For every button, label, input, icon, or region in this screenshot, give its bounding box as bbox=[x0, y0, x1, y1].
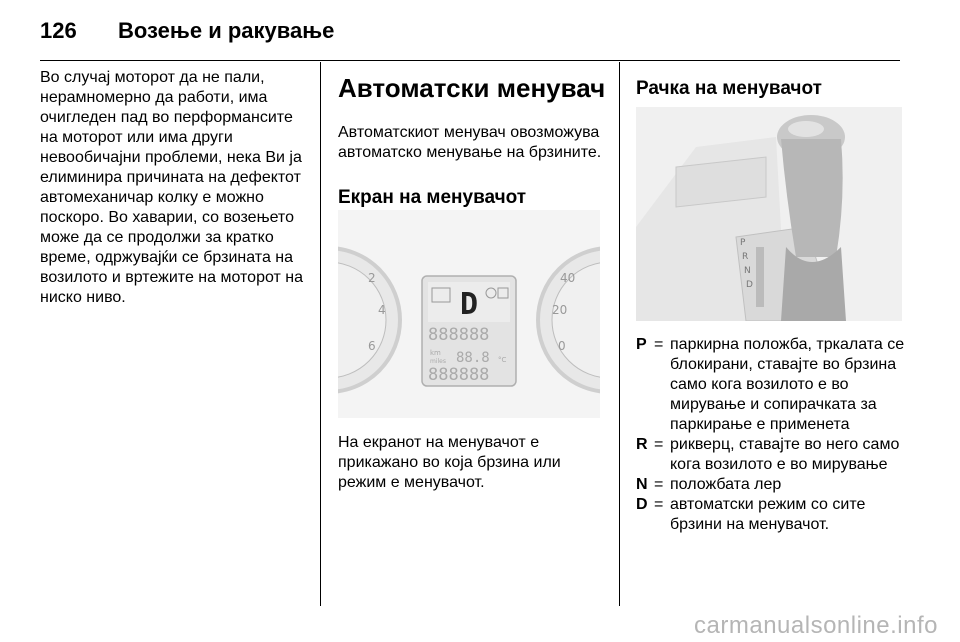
legend-row-p bbox=[636, 335, 906, 435]
display-unit-km: km bbox=[430, 349, 441, 357]
middle-column bbox=[338, 73, 610, 210]
legend-text: положбата лер bbox=[670, 476, 782, 493]
lever-label-n: N bbox=[744, 266, 751, 276]
legend-row-d bbox=[636, 495, 906, 535]
transmission-display-figure bbox=[338, 210, 600, 418]
legend-text: паркирна положба, тркалата се блокирани, ставајте во брзина само кога возилото е во мирување и сопирачката за паркирање е применета bbox=[670, 336, 905, 433]
legend-equals: = bbox=[654, 336, 664, 353]
legend-equals: = bbox=[654, 476, 664, 493]
section-intro: Автоматскиот менувач овозможува автоматско менување на брзините. bbox=[338, 124, 602, 161]
svg-text:20: 20 bbox=[552, 303, 568, 317]
subsection-heading: Екран на менувачот bbox=[338, 187, 527, 208]
figure-caption-block bbox=[338, 433, 608, 493]
column-divider-2 bbox=[619, 62, 620, 606]
lever-legend bbox=[636, 335, 906, 535]
svg-text:0: 0 bbox=[558, 339, 566, 353]
legend-row-r bbox=[636, 435, 906, 475]
display-temp-unit: °C bbox=[498, 356, 507, 364]
right-column bbox=[636, 77, 906, 101]
display-digits-row1: 888888 bbox=[428, 325, 490, 345]
legend-row-n bbox=[636, 475, 906, 495]
legend-text: автоматски режим со сите брзини на менувачот. bbox=[670, 496, 866, 533]
legend-text: рикверц, ставајте во него само кога возилото е во мирување bbox=[670, 436, 900, 473]
legend-equals: = bbox=[654, 436, 664, 453]
lever-label-r: R bbox=[742, 252, 749, 262]
legend-key: R bbox=[636, 436, 648, 453]
section-heading: Автоматски менувач bbox=[338, 73, 606, 103]
legend-equals: = bbox=[654, 496, 664, 513]
lever-label-p: P bbox=[740, 238, 746, 248]
svg-text:4: 4 bbox=[378, 303, 386, 317]
display-digits-row2: 88.8 bbox=[456, 350, 490, 366]
watermark: carmanualsonline.info bbox=[694, 612, 938, 639]
lever-heading: Рачка на менувачот bbox=[636, 78, 822, 99]
lever-label-d: D bbox=[746, 280, 753, 290]
instrument-cluster-illustration bbox=[338, 210, 600, 418]
column-divider-1 bbox=[320, 62, 321, 606]
svg-text:2: 2 bbox=[368, 271, 376, 285]
left-column bbox=[40, 68, 310, 308]
figure-caption: На екранот на менувачот е прикажано во која брзина или режим е менувачот. bbox=[338, 434, 561, 491]
gear-indicator: D bbox=[460, 287, 479, 322]
display-unit-miles: miles bbox=[430, 358, 446, 365]
legend-key: P bbox=[636, 336, 647, 353]
legend-key: D bbox=[636, 496, 648, 513]
header-rule bbox=[40, 60, 900, 61]
legend-key: N bbox=[636, 476, 648, 493]
selector-lever-figure bbox=[636, 107, 902, 321]
svg-text:40: 40 bbox=[560, 271, 576, 285]
chapter-title: Возење и ракување bbox=[118, 18, 335, 43]
page-number: 126 bbox=[40, 18, 77, 43]
svg-text:6: 6 bbox=[368, 339, 376, 353]
body-paragraph: Во случај моторот да не пали, нерамномерно да работи, има очигледен пад во перформансите на моторот или има други невообичајни проблеми, нека Ви ја елиминира причината на дефектот автомеханичар колку е можно поскоро. Во хаварии, со возењето може да се продолжи за кратко време, одржувајќи се брзината на возилото и вртежите на моторот на ниско ниво. bbox=[40, 69, 304, 306]
display-digits-row3: 888888 bbox=[428, 365, 490, 385]
selector-lever-illustration bbox=[636, 107, 902, 321]
